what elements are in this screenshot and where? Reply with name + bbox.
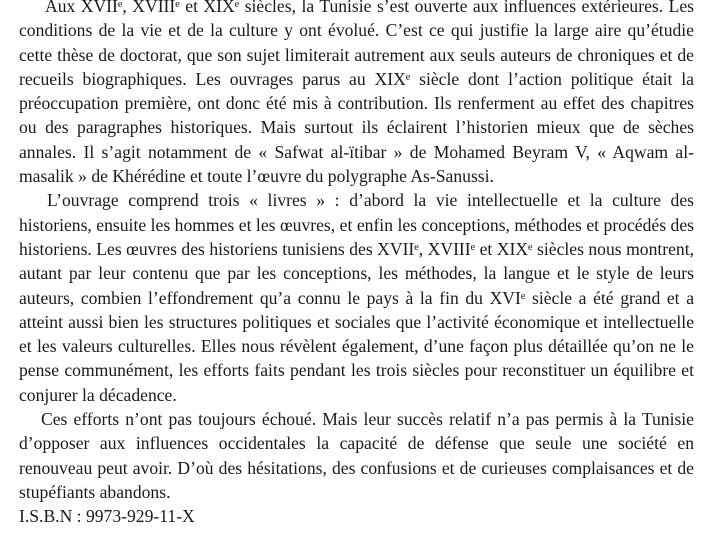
back-cover-text bbox=[19, 0, 694, 529]
paragraph-conclusion: Ces efforts n’ont pas toujours échoué. Mais leur succès relatif n’a pas permis à la Tunisie d’opposer aux influences occidentales la capacité de défense que seule une société en renouveau peut avoir. D’où des hésitations, des confusions et de curieuses complaisances et de stupéfiants abandons. bbox=[19, 409, 694, 502]
isbn-line: I.S.B.N : 9973-929-11-X bbox=[19, 506, 195, 527]
paragraph-structure: L’ouvrage comprend trois « livres » : d’abord la vie intellectuelle et la culture des historiens, ensuite les hommes et les œuvres, et enfin les conceptions, méthodes et procédés des historiens. Les œuvres des historiens tunisiens des XVIIᵉ, XVIIIᵉ et XIXᵉ siècles nous montrent, autant par leur contenu que par les conceptions, les méthodes, la langue et le style de leurs auteurs, combien l’effondrement qu’a connu le pays à la fin du XVIᵉ siècle a été grand et a atteint aussi bien les structures politiques et sociales que l’activité économique et intellectuelle et les valeurs culturelles. Elles nous révèlent également, d’une façon plus détaillée qu’on ne le pense communément, les efforts faits pendant les trois siècles pour reconstituer un équilibre et conjurer la décadence. bbox=[19, 190, 694, 405]
paragraph-intro: Aux XVIIᵉ, XVIIIᵉ et XIXᵉ siècles, la Tunisie s’est ouverte aux influences extérieures. Les conditions de la vie et de la culture y ont évolué. C’est ce qui justifie la large aire qu’étudie cette thèse de doctorat, que son sujet limiterait autrement aux seuls auteurs de chroniques et de recueils biographiques. Les ouvrages parus au XIXᵉ siècle dont l’action politique était la préoccupation première, ont donc été mis à contribution. Ils renferment au effet des chapitres ou des paragraphes historiques. Mais surtout ils éclairent l’historien mieux que de sèches annales. Il s’agit notamment de « Safwat al-ïtibar » de Mohamed Beyram V, « Aqwam al-masalik » de Khérédine et toute l’œuvre du polygraphe As-Sanussi. bbox=[19, 0, 694, 187]
